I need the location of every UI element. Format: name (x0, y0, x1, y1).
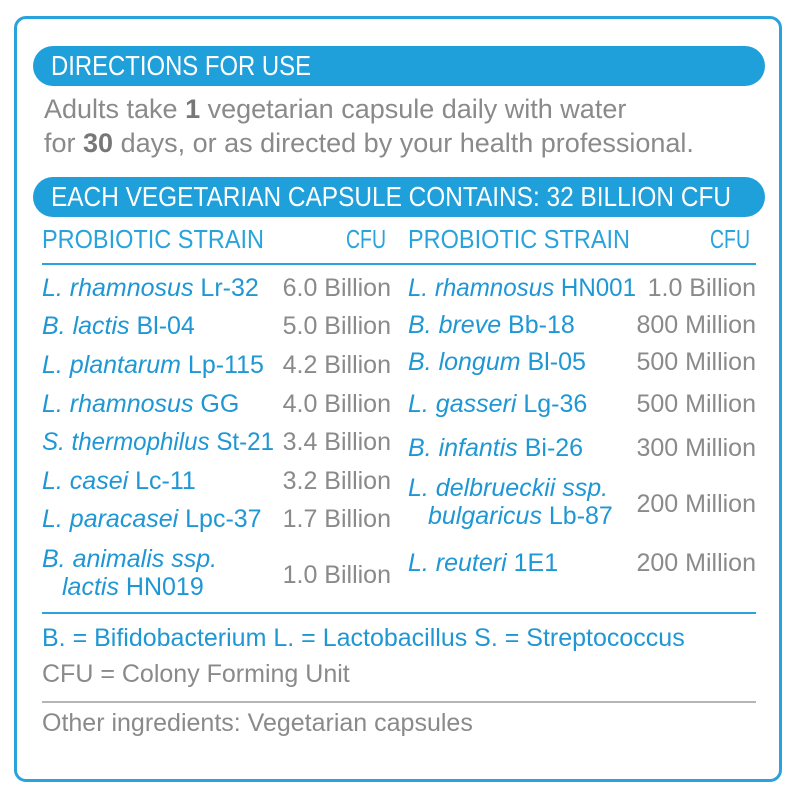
directions-heading: DIRECTIONS FOR USE (51, 50, 311, 81)
directions-line-1-post: vegetarian capsule daily with water (200, 94, 627, 124)
right-strain-3 (408, 390, 587, 418)
directions-line-1-pre: Adults take (44, 94, 186, 124)
left-cfu-4: 3.4 Billion (282, 428, 391, 456)
left-strain-5 (42, 467, 196, 495)
strain-code: St-21 (209, 428, 274, 456)
directions-line-2-post: days, or as directed by your health professional. (113, 128, 694, 158)
table-header-divider (42, 263, 756, 265)
left-strain-7 (42, 545, 217, 601)
days-count: 30 (83, 128, 114, 158)
strain-code: Lp-115 (180, 351, 264, 379)
right-strain-0 (408, 274, 636, 302)
left-col-cfu-header: CFU (346, 224, 386, 254)
table-footer-divider (42, 612, 756, 614)
left-cfu-0: 6.0 Billion (282, 274, 391, 302)
strain-code: Lr-32 (193, 274, 259, 302)
species-name: B. infantis (408, 434, 518, 462)
right-cfu-3: 500 Million (636, 390, 756, 418)
directions-line-1 (44, 92, 784, 126)
right-cfu-2: 500 Million (636, 348, 756, 376)
strain-code: Bb-18 (501, 311, 575, 339)
capsule-heading-bar (33, 177, 765, 217)
directions-heading-bar (33, 46, 765, 86)
directions-line-2 (44, 126, 784, 160)
species-name: L. plantarum (42, 351, 181, 379)
species-name: B. breve (408, 311, 502, 339)
species-name: L. casei (42, 467, 129, 495)
other-ingredients: Other ingredients: Vegetarian capsules (42, 709, 473, 737)
species-name: S. thermophilus (42, 428, 210, 456)
species-name: L. rhamnosus (42, 274, 194, 302)
left-cfu-3: 4.0 Billion (282, 390, 391, 418)
species-name: L. gasseri (408, 390, 517, 418)
strain-code: Bl-05 (520, 348, 586, 376)
strain-code: GG (193, 390, 240, 418)
right-cfu-1: 800 Million (636, 311, 756, 339)
ingredients-divider (42, 701, 756, 703)
right-col-cfu-header: CFU (710, 224, 750, 254)
left-strain-4 (42, 428, 274, 456)
species-name: L. reuteri (408, 549, 507, 577)
strain-code: Lc-11 (128, 467, 196, 495)
species-name: L. rhamnosus (408, 274, 555, 302)
right-cfu-4: 300 Million (636, 434, 756, 462)
abbreviation-legend: B. = Bifidobacterium L. = Lactobacillus S. = Streptococcus (42, 624, 685, 652)
left-strain-0 (42, 274, 259, 302)
left-strain-1 (42, 312, 195, 340)
left-strain-3 (42, 390, 239, 418)
left-strain-2 (42, 351, 264, 379)
strain-code: HN001 (554, 274, 636, 302)
species-name: B. longum (408, 348, 521, 376)
right-strain-1 (408, 311, 575, 339)
left-cfu-6: 1.7 Billion (282, 505, 391, 533)
right-strain-6 (408, 549, 558, 577)
subspecies-name: lactis (62, 573, 119, 601)
species-name: L. paracasei (42, 505, 179, 533)
right-cfu-5: 200 Million (636, 490, 756, 518)
species-name: L. rhamnosus (42, 390, 194, 418)
strain-code: Lb-87 (541, 502, 613, 530)
directions-line-2-pre: for (44, 128, 84, 158)
right-col-strain-header: PROBIOTIC STRAIN (408, 224, 630, 254)
left-cfu-2: 4.2 Billion (282, 351, 391, 379)
capsule-count: 1 (185, 94, 201, 124)
right-strain-4 (408, 434, 583, 462)
subspecies-name: bulgaricus (428, 502, 542, 530)
strain-code: 1E1 (506, 549, 559, 577)
species-name: L. delbrueckii ssp. (408, 474, 609, 502)
species-name: B. animalis ssp. (42, 545, 218, 573)
species-name: B. lactis (42, 312, 130, 340)
right-strain-2 (408, 348, 586, 376)
strain-code: Bi-26 (517, 434, 584, 462)
right-cfu-6: 200 Million (636, 549, 756, 577)
right-strain-5 (408, 474, 613, 530)
strain-code: Lg-36 (516, 390, 588, 418)
left-cfu-5: 3.2 Billion (282, 467, 391, 495)
left-strain-6 (42, 505, 262, 533)
cfu-definition: CFU = Colony Forming Unit (42, 660, 350, 688)
left-col-strain-header: PROBIOTIC STRAIN (42, 224, 264, 254)
directions-text (44, 92, 784, 160)
right-cfu-0: 1.0 Billion (647, 274, 756, 302)
left-cfu-1: 5.0 Billion (282, 312, 391, 340)
left-cfu-7: 1.0 Billion (282, 561, 391, 589)
capsule-heading: EACH VEGETARIAN CAPSULE CONTAINS: 32 BILLION CFU (51, 181, 731, 212)
strain-code: Lpc-37 (178, 505, 262, 533)
strain-code: Bl-04 (129, 312, 195, 340)
strain-code: HN019 (118, 573, 204, 601)
